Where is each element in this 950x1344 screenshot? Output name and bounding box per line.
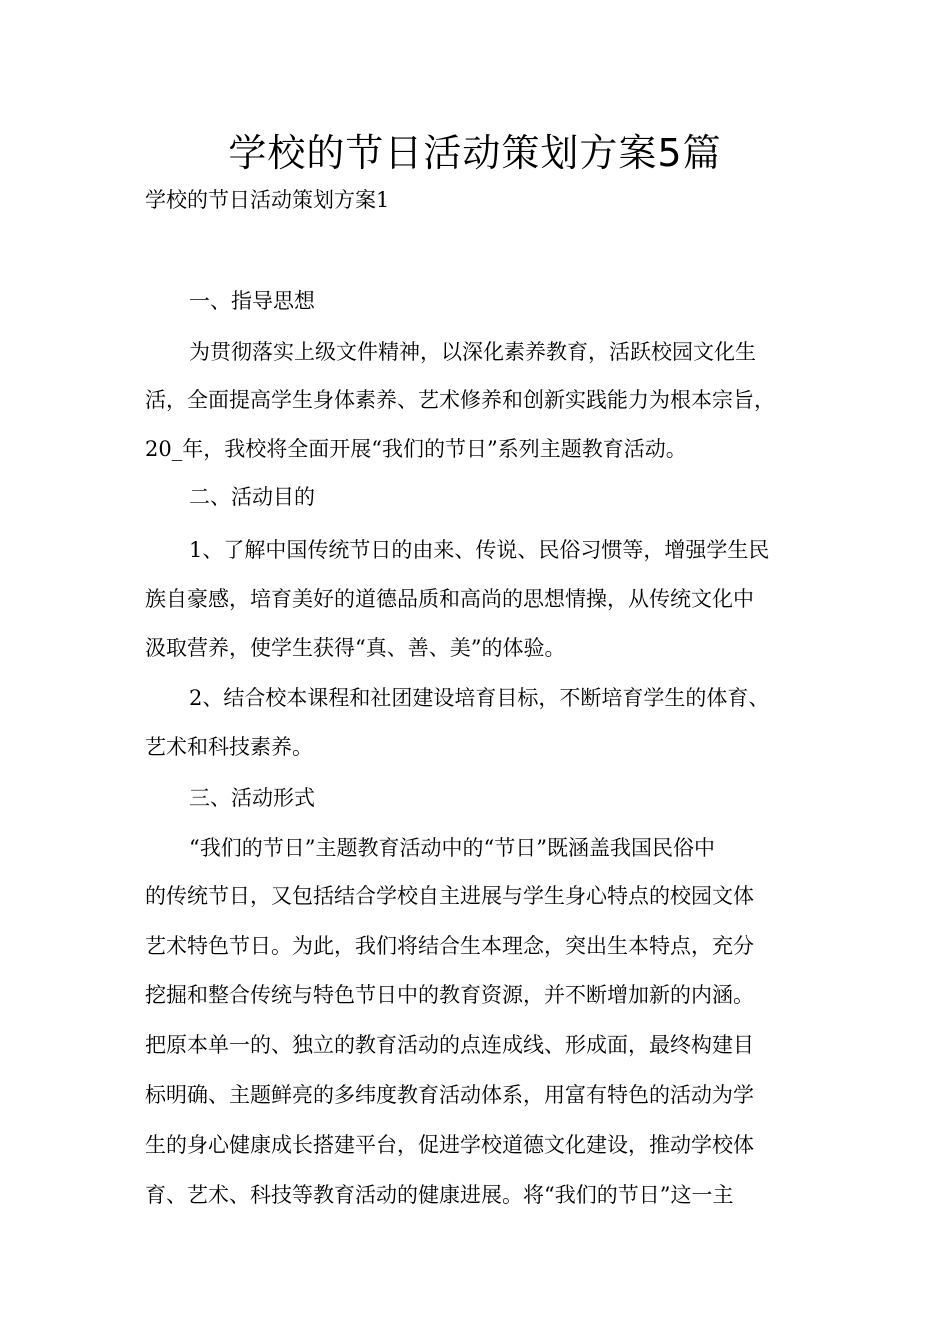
paragraph-line: 把原本单一的、独立的教育活动的点连成线、形成面，最终构建目 <box>145 1033 754 1057</box>
paragraph-line: 艺术和科技素养。 <box>145 735 313 759</box>
paragraph-line: 生的身心健康成长搭建平台，促进学校道德文化建设，推动学校体 <box>145 1133 754 1157</box>
paragraph-line: 艺术特色节日。为此，我们将结合生本理念，突出生本特点，充分 <box>145 934 754 958</box>
paragraph-line: 族自豪感，培育美好的道德品质和高尚的思想情操，从传统文化中 <box>145 587 754 611</box>
paragraph-line: 2、结合校本课程和社团建设培育目标，不断培育学生的体育、 <box>189 686 770 710</box>
section-heading-3: 三、活动形式 <box>189 786 315 810</box>
paragraph-line: 活，全面提高学生身体素养、艺术修养和创新实践能力为根本宗旨， <box>145 388 775 412</box>
section-heading-1: 一、指导思想 <box>189 289 315 313</box>
paragraph-line: 汲取营养，使学生获得“真、善、美”的体验。 <box>145 636 566 660</box>
paragraph-line: 1、了解中国传统节日的由来、传说、民俗习惯等，增强学生民 <box>189 538 770 562</box>
paragraph-line: 20_年，我校将全面开展“我们的节日”系列主题教育活动。 <box>145 437 687 461</box>
paragraph-line: 育、艺术、科技等教育活动的健康进展。将“我们的节日”这一主 <box>145 1183 734 1207</box>
document-subtitle: 学校的节日活动策划方案1 <box>145 188 390 212</box>
paragraph-line: 挖掘和整合传统与特色节日中的教育资源，并不断增加新的内涵。 <box>145 983 754 1007</box>
paragraph-line: 标明确、主题鲜亮的多纬度教育活动体系，用富有特色的活动为学 <box>145 1083 754 1107</box>
paragraph-line: 的传统节日，又包括结合学校自主进展与学生身心特点的校园文体 <box>145 884 754 908</box>
document-title: 学校的节日活动策划方案5篇 <box>228 131 722 175</box>
paragraph-line: 为贯彻落实上级文件精神，以深化素养教育，活跃校园文化生 <box>189 340 756 364</box>
section-heading-2: 二、活动目的 <box>189 485 315 509</box>
paragraph-line: “我们的节日”主题教育活动中的“节日”既涵盖我国民俗中 <box>189 836 715 860</box>
